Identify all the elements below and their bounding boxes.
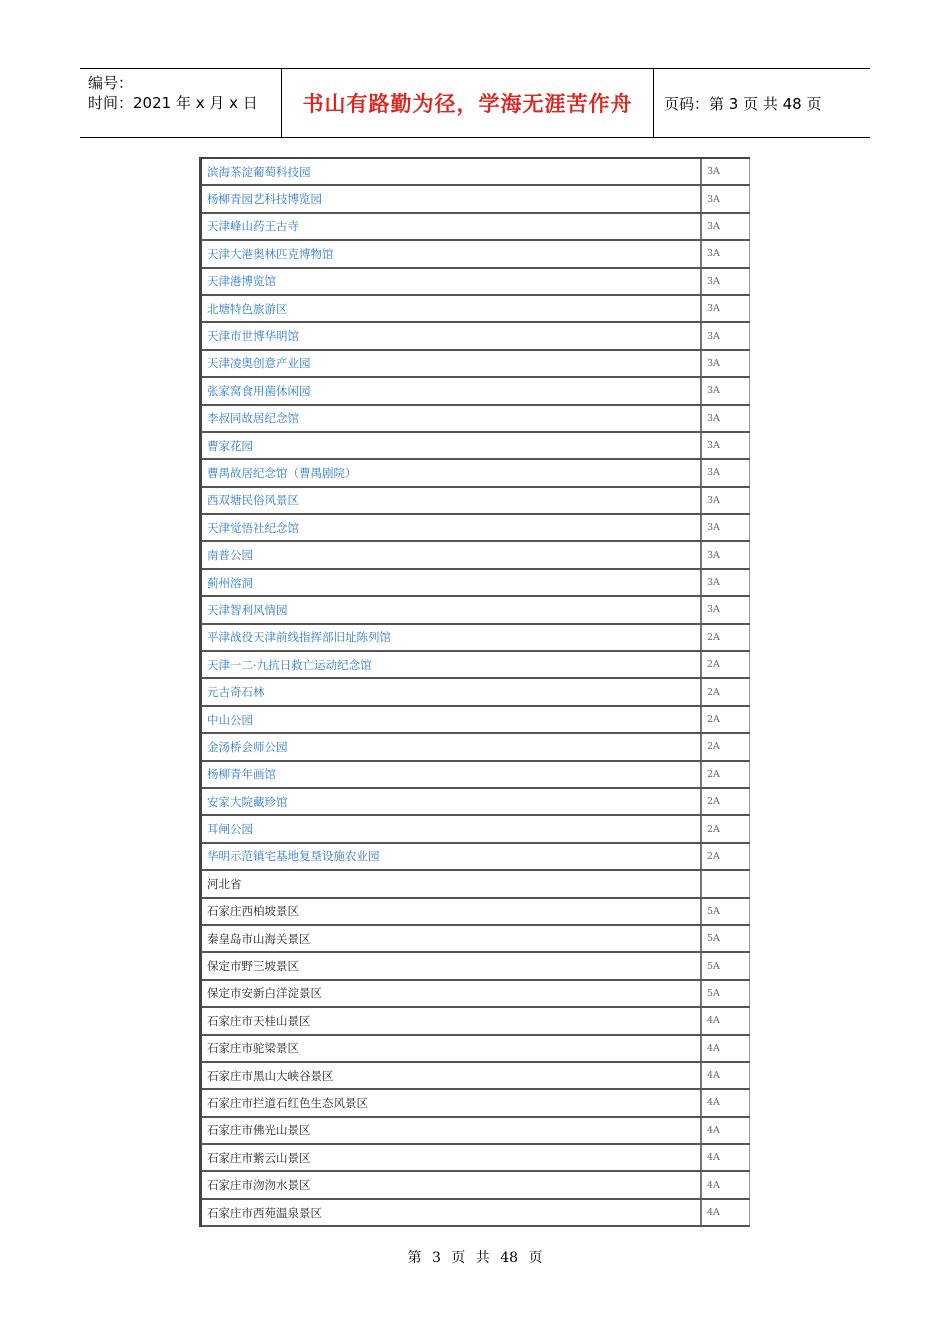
table-row: [202, 159, 750, 186]
doc-number-label: 编号：: [88, 74, 134, 92]
table-row: [202, 378, 750, 405]
grade-cell: 3A: [702, 597, 750, 622]
scenic-spot-link[interactable]: 天津市世博华明馆: [202, 323, 702, 348]
grade-cell: 2A: [702, 762, 750, 787]
table-row: [202, 899, 750, 926]
grade-cell: 3A: [702, 269, 750, 294]
scenic-spot-link[interactable]: 天津峰山药王古寺: [202, 214, 702, 239]
scenic-spot-name: 保定市野三坡景区: [202, 953, 702, 978]
table-row: [202, 433, 750, 460]
grade-cell: 3A: [702, 433, 750, 458]
table-row: [202, 488, 750, 515]
grade-cell: 2A: [702, 625, 750, 650]
table-row: [202, 351, 750, 378]
grade-cell: 3A: [702, 406, 750, 431]
scenic-spot-name: 石家庄市西苑温泉景区: [202, 1200, 702, 1225]
header-meta: [80, 69, 282, 137]
table-row: [202, 1036, 750, 1063]
scenic-spot-link[interactable]: 安家大院藏珍馆: [202, 789, 702, 814]
table-row: [202, 926, 750, 953]
grade-cell: 3A: [702, 515, 750, 540]
scenic-spot-name: 石家庄市沕沕水景区: [202, 1172, 702, 1197]
table-row: [202, 816, 750, 843]
scenic-spot-name: 石家庄市拦道石红色生态风景区: [202, 1090, 702, 1115]
table-row: [202, 734, 750, 761]
grade-cell: 5A: [702, 981, 750, 1006]
table-row: [202, 323, 750, 350]
grade-cell: 2A: [702, 707, 750, 732]
grade-cell: 3A: [702, 214, 750, 239]
scenic-spot-link[interactable]: 天津港博览馆: [202, 269, 702, 294]
grade-cell: 4A: [702, 1145, 750, 1170]
table-row: [202, 953, 750, 980]
grade-cell: 3A: [702, 570, 750, 595]
grade-cell: 4A: [702, 1090, 750, 1115]
grade-cell: 3A: [702, 186, 750, 211]
table-row: [202, 406, 750, 433]
header-page-info: 页码：第 3 页 共 48 页: [664, 94, 822, 113]
scenic-spot-link[interactable]: 耳闸公园: [202, 816, 702, 841]
scenic-spot-link[interactable]: 张家窝食用菌休闲园: [202, 378, 702, 403]
scenic-spot-name: 保定市安新白洋淀景区: [202, 981, 702, 1006]
table-row: [202, 542, 750, 569]
scenic-spot-link[interactable]: 中山公园: [202, 707, 702, 732]
grade-cell: [702, 871, 750, 896]
scenic-spot-link[interactable]: 杨柳青年画馆: [202, 762, 702, 787]
scenic-spot-link[interactable]: 李叔同故居纪念馆: [202, 406, 702, 431]
grade-cell: 2A: [702, 816, 750, 841]
header-motto: 书山有路勤为径，学海无涯苦作舟: [282, 69, 654, 137]
grade-cell: 4A: [702, 1008, 750, 1033]
grade-cell: 4A: [702, 1200, 750, 1225]
grade-cell: 3A: [702, 323, 750, 348]
scenic-spot-name: 石家庄市驼梁景区: [202, 1036, 702, 1061]
grade-cell: 2A: [702, 789, 750, 814]
grade-cell: 4A: [702, 1036, 750, 1061]
grade-cell: 3A: [702, 542, 750, 567]
grade-cell: 2A: [702, 844, 750, 869]
grade-cell: 2A: [702, 652, 750, 677]
grade-cell: 5A: [702, 953, 750, 978]
grade-cell: 3A: [702, 351, 750, 376]
grade-cell: 3A: [702, 378, 750, 403]
grade-cell: 4A: [702, 1063, 750, 1088]
table-row: [202, 679, 750, 706]
grade-cell: 3A: [702, 241, 750, 266]
table-row: [202, 789, 750, 816]
scenic-spot-link[interactable]: 天津凌奥创意产业园: [202, 351, 702, 376]
table-row: [202, 652, 750, 679]
table-row: [202, 597, 750, 624]
scenic-spot-link[interactable]: 华明示范镇宅基地复垦设施农业园: [202, 844, 702, 869]
table-row: [202, 981, 750, 1008]
scenic-spot-link[interactable]: 金汤桥会师公园: [202, 734, 702, 759]
table-row: [202, 1172, 750, 1199]
scenic-spot-name: 石家庄市佛光山景区: [202, 1118, 702, 1143]
grade-cell: 5A: [702, 899, 750, 924]
scenic-spot-link[interactable]: 平津战役天津前线指挥部旧址陈列馆: [202, 625, 702, 650]
table-row: [202, 570, 750, 597]
table-row: [202, 460, 750, 487]
scenic-spot-link[interactable]: 天津一二·九抗日救亡运动纪念馆: [202, 652, 702, 677]
grade-cell: 3A: [702, 460, 750, 485]
scenic-spot-link[interactable]: 杨柳青园艺科技博览园: [202, 186, 702, 211]
table-row: [202, 625, 750, 652]
scenic-spot-name: 秦皇岛市山海关景区: [202, 926, 702, 951]
table-row: [202, 844, 750, 871]
page-footer: 第 3 页 共 48 页: [407, 1250, 543, 1266]
table-row: [202, 1090, 750, 1117]
grade-cell: 3A: [702, 296, 750, 321]
table-row: [202, 1008, 750, 1035]
scenic-spot-name: 石家庄市天桂山景区: [202, 1008, 702, 1033]
grade-cell: 4A: [702, 1118, 750, 1143]
scenic-spot-link[interactable]: 曹禺故居纪念馆（曹禺剧院）: [202, 460, 702, 485]
table-row: [202, 707, 750, 734]
grade-cell: 2A: [702, 679, 750, 704]
grade-cell: 5A: [702, 926, 750, 951]
scenic-spot-link[interactable]: 元古奇石林: [202, 679, 702, 704]
table-row: [202, 241, 750, 268]
scenic-spot-link[interactable]: 蓟州溶洞: [202, 570, 702, 595]
table-row: [202, 186, 750, 213]
table-row: [202, 1063, 750, 1090]
scenic-spot-name: 石家庄市紫云山景区: [202, 1145, 702, 1170]
scenic-spot-link[interactable]: 天津大港奥林匹克博物馆: [202, 241, 702, 266]
table-row: [202, 1145, 750, 1172]
grade-cell: 4A: [702, 1172, 750, 1197]
scenic-spot-link[interactable]: 曹家花园: [202, 433, 702, 458]
scenic-spot-link[interactable]: 北塘特色旅游区: [202, 296, 702, 321]
scenic-spot-name: 石家庄西柏坡景区: [202, 899, 702, 924]
scenic-spot-link[interactable]: 西双塘民俗风景区: [202, 488, 702, 513]
table-row: [202, 214, 750, 241]
table-row: [202, 269, 750, 296]
table-row: [202, 871, 750, 898]
table-row: [202, 515, 750, 542]
grade-cell: 3A: [702, 159, 750, 184]
scenic-spot-link[interactable]: 滨海茶淀葡萄科技园: [202, 159, 702, 184]
grade-cell: 2A: [702, 734, 750, 759]
doc-time-label: 时间：2021 年 x 月 x 日: [88, 94, 258, 112]
page-header: [80, 68, 870, 138]
scenic-spot-table: [199, 157, 750, 1227]
grade-cell: 3A: [702, 488, 750, 513]
table-row: [202, 1118, 750, 1145]
scenic-spot-link[interactable]: 南普公园: [202, 542, 702, 567]
scenic-spot-name: 河北省: [202, 871, 702, 896]
scenic-spot-link[interactable]: 天津智利风情园: [202, 597, 702, 622]
scenic-spot-name: 石家庄市黑山大峡谷景区: [202, 1063, 702, 1088]
scenic-spot-link[interactable]: 天津觉悟社纪念馆: [202, 515, 702, 540]
table-row: [202, 1200, 750, 1227]
table-row: [202, 762, 750, 789]
table-row: [202, 296, 750, 323]
